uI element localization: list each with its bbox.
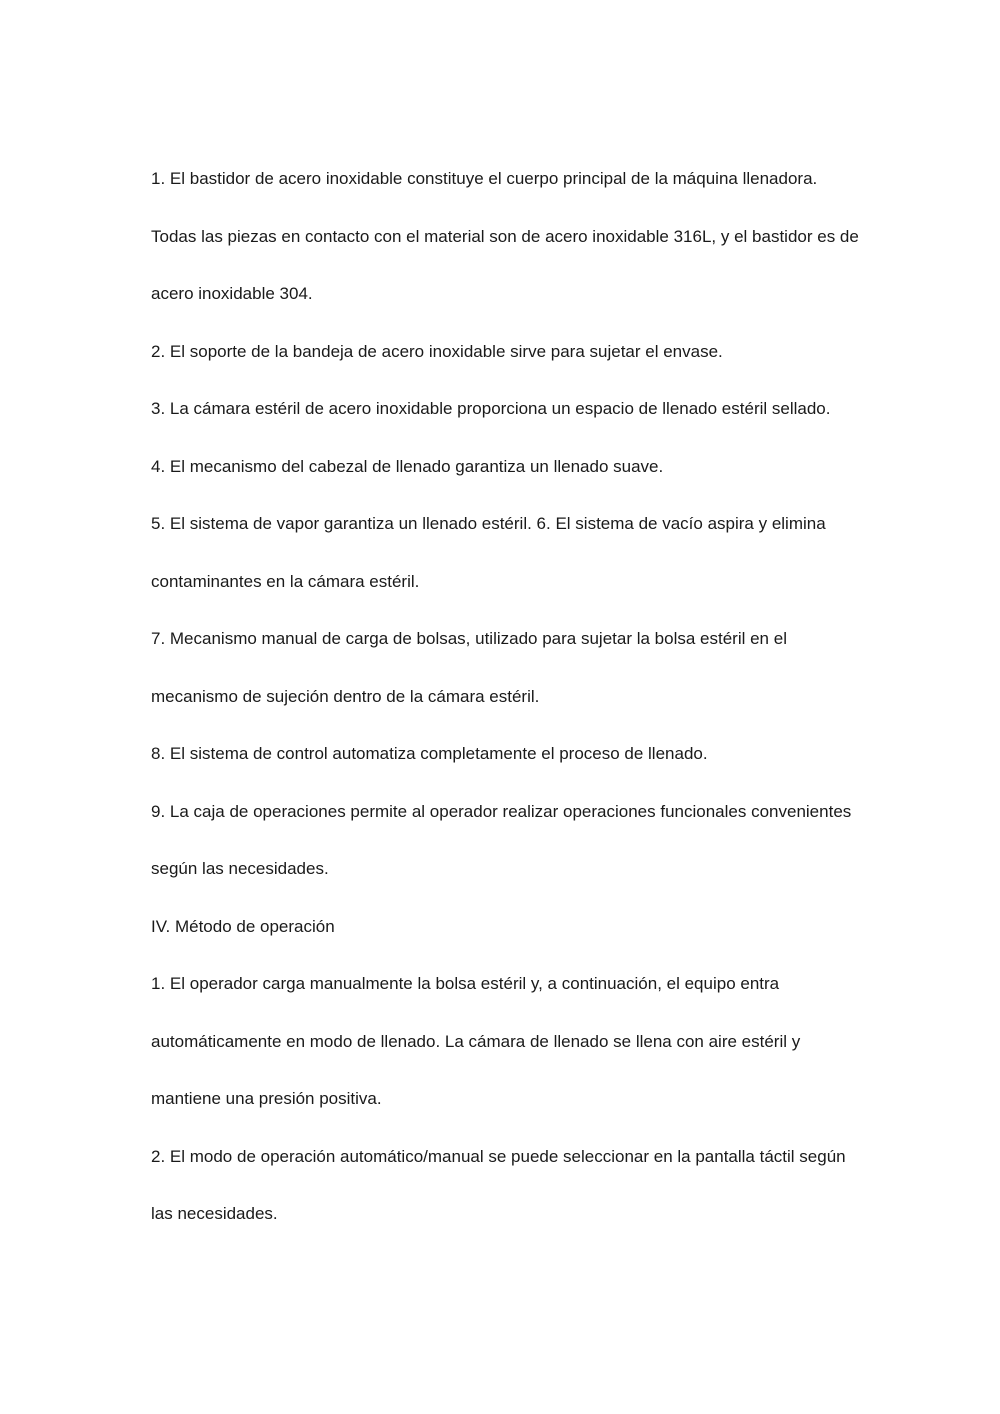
section-heading-operation-method: IV. Método de operación (151, 916, 335, 936)
paragraph-item-8: 8. El sistema de control automatiza completamente el proceso de llenado. (151, 744, 708, 763)
operation-step-1: 1. El operador carga manualmente la bolsa estéril y, a continuación, el equipo entra automáticamente en modo de llenado. La cámara de llenado se llena con aire estéril y mantiene una presión positiva. (151, 974, 801, 1108)
paragraph-item-7: 7. Mecanismo manual de carga de bolsas, utilizado para sujetar la bolsa estéril en el mecanismo de sujeción dentro de la cámara estéril. (151, 629, 787, 706)
paragraph-item-1: 1. El bastidor de acero inoxidable constituye el cuerpo principal de la máquina llenadora. Todas las piezas en contacto con el material son de acero inoxidable 316L, y el bastidor es de acero inoxidable 304. (151, 169, 859, 303)
paragraph-item-2: 2. El soporte de la bandeja de acero inoxidable sirve para sujetar el envase. (151, 341, 723, 361)
paragraph-item-9: 9. La caja de operaciones permite al operador realizar operaciones funcionales convenientes según las necesidades. (151, 801, 852, 878)
paragraph-item-3: 3. La cámara estéril de acero inoxidable proporciona un espacio de llenado estéril sellado. (151, 399, 831, 418)
operation-step-2: 2. El modo de operación automático/manual se puede seleccionar en la pantalla táctil según las necesidades. (151, 1146, 846, 1223)
paragraph-item-4: 4. El mecanismo del cabezal de llenado garantiza un llenado suave. (151, 456, 664, 476)
paragraph-item-5-6: 5. El sistema de vapor garantiza un llenado estéril. 6. El sistema de vacío aspira y elimina contaminantes en la cámara estéril. (151, 514, 826, 591)
document-page (151, 150, 861, 1243)
